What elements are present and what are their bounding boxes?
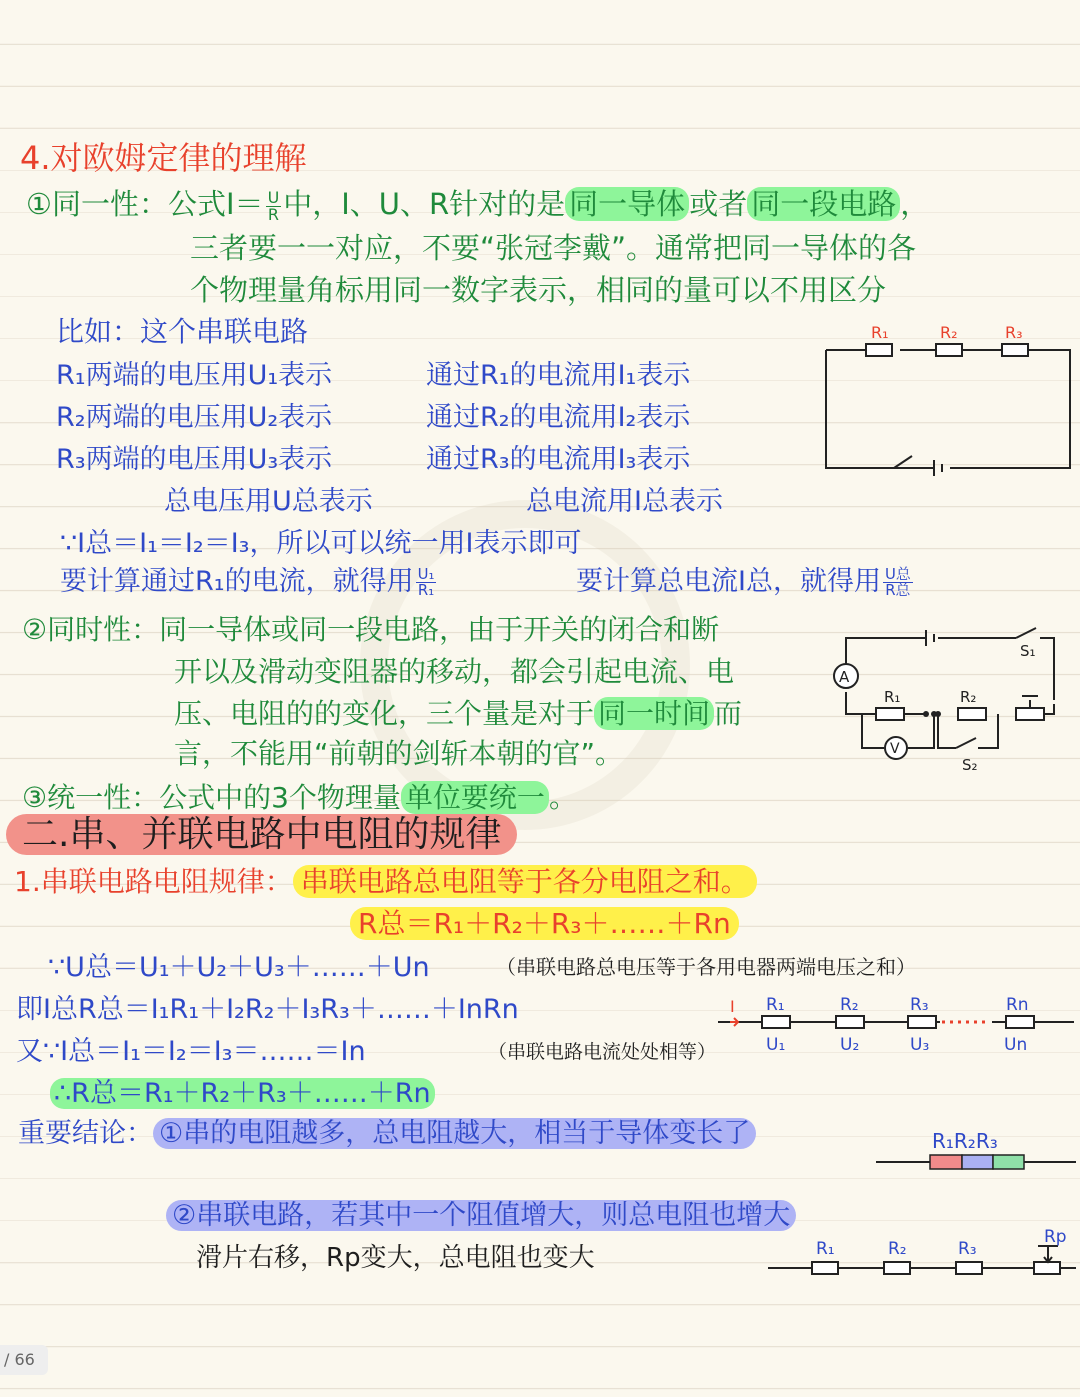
also-line: 又∵I总＝I₁＝I₂＝I₃＝……＝In bbox=[16, 1036, 366, 1067]
label-rn-n: Rn bbox=[1006, 995, 1029, 1015]
resistor-c bbox=[956, 1262, 982, 1274]
calc2-fraction: $\frac{\text{U总}}{\text{R总}}$ bbox=[884, 565, 911, 599]
simultaneity-text-a: 压、电阻的的变化，三个量是对于 bbox=[174, 697, 595, 730]
example-lead: 比如：这个串联电路 bbox=[56, 315, 309, 348]
label-combined: R₁R₂R₃ bbox=[932, 1129, 998, 1153]
example-calc-1 bbox=[60, 566, 438, 598]
uniformity-line-3: 个物理量角标用同一数字表示，相同的量可以不用区分 bbox=[190, 273, 887, 307]
section-title-resistance-rules bbox=[6, 814, 517, 855]
uniformity-text-a: 中，I、U、R针对的是 bbox=[283, 187, 566, 221]
uniformity-text-b: 或者 bbox=[689, 187, 748, 221]
highlight-units: 单位要统一 bbox=[401, 781, 549, 814]
label-r1: R₁ bbox=[871, 323, 889, 342]
example-row-4-right: 总电流用I总表示 bbox=[526, 486, 723, 517]
label-rn-1: R₁ bbox=[766, 995, 785, 1015]
simultaneity-line-3 bbox=[174, 698, 742, 730]
calc2-text: 要计算总电流I总，就得用 bbox=[576, 566, 881, 597]
uniformity-label: ①同一性：公式I＝ bbox=[26, 187, 264, 221]
current-arrow bbox=[730, 1018, 738, 1026]
rule1-label: 1.串联电路电阻规律： bbox=[14, 865, 293, 898]
label-s2: S₂ bbox=[962, 756, 978, 774]
resistor-r2-b bbox=[958, 708, 986, 720]
example-calc-2 bbox=[576, 566, 915, 598]
section-title-text: 二.串、并联电路中电阻的规律 bbox=[6, 814, 517, 855]
label-voltmeter: V bbox=[890, 741, 900, 757]
label-rp: Rp bbox=[1044, 1227, 1067, 1247]
resistor-r3 bbox=[1002, 344, 1028, 356]
label-r3: R₃ bbox=[1005, 323, 1023, 342]
example-row-2-left: R₂两端的电压用U₂表示 bbox=[56, 402, 333, 433]
series-circuit-diagram bbox=[816, 316, 1078, 476]
conclusion-label: 重要结论： bbox=[18, 1118, 153, 1149]
ie-line: 即I总R总＝I₁R₁＋I₂R₂＋I₃R₃＋……＋InRn bbox=[16, 994, 519, 1025]
highlight-same-time: 同一时间 bbox=[594, 697, 714, 730]
switch-s2 bbox=[956, 738, 976, 748]
label-a: R₁ bbox=[816, 1239, 835, 1259]
label-u-1: U₁ bbox=[766, 1035, 786, 1055]
switch bbox=[894, 456, 912, 468]
also-note: （串联电路电流处处相等） bbox=[488, 1041, 717, 1063]
example-row-3-left: R₃两端的电压用U₃表示 bbox=[56, 444, 333, 475]
resistor-r1 bbox=[866, 344, 892, 356]
resistor-a bbox=[812, 1262, 838, 1274]
junction-dots bbox=[923, 711, 941, 717]
label-r2-b: R₂ bbox=[960, 688, 977, 706]
label-ammeter: A bbox=[839, 668, 850, 686]
simultaneity-text-b: 而 bbox=[714, 697, 743, 730]
highlight-same-circuit: 同一段电路 bbox=[747, 187, 900, 221]
combined-conductor-diagram bbox=[874, 1122, 1078, 1176]
since-voltage-note: （串联电路总电压等于各用电器两端电压之和） bbox=[496, 955, 916, 979]
page-indicator: / 66 bbox=[0, 1345, 48, 1375]
calc1-text: 要计算通过R₁的电流，就得用 bbox=[60, 566, 414, 597]
resistor-3 bbox=[908, 1016, 936, 1028]
simultaneity-line-2: 开以及滑动变阻器的移动，都会引起电流、电 bbox=[174, 655, 735, 688]
slider-note: 滑片右移，Rp变大，总电阻也变大 bbox=[196, 1243, 595, 1273]
rheostat-p bbox=[1034, 1262, 1060, 1274]
example-row-4-left: 总电压用U总表示 bbox=[164, 486, 373, 517]
example-row-1-left: R₁两端的电压用U₁表示 bbox=[56, 360, 333, 391]
rule1-line bbox=[14, 866, 757, 898]
example-row-2-right: 通过R₂的电流用I₂表示 bbox=[426, 402, 691, 433]
simultaneity-line-4: 言，不能用“前朝的剑斩本朝的官”。 bbox=[174, 737, 624, 770]
label-c: R₃ bbox=[958, 1239, 977, 1259]
uniformity-line-1 bbox=[26, 188, 929, 222]
uniformity-line-2: 三者要一一对应，不要“张冠李戴”。通常把同一导体的各 bbox=[190, 231, 917, 265]
series-formula bbox=[350, 908, 739, 940]
calc1-fraction: $\frac{\text{U₁}}{\text{R₁}}$ bbox=[417, 565, 435, 599]
conclusion-line-1 bbox=[18, 1118, 756, 1149]
therefore-highlight: ∴R总＝R₁＋R₂＋R₃＋……＋Rn bbox=[50, 1078, 435, 1109]
section-title-ohms-law: 4.对欧姆定律的理解 bbox=[20, 139, 307, 177]
conclusion-2-highlight: ②串联电路，若其中一个阻值增大，则总电阻也增大 bbox=[166, 1200, 796, 1231]
switch-s1 bbox=[1016, 628, 1036, 638]
label-rn-3: R₃ bbox=[910, 995, 929, 1015]
example-since: ∵I总＝I₁＝I₂＝I₃，所以可以统一用I表示即可 bbox=[60, 528, 582, 559]
series-formula-text: R总＝R₁＋R₂＋R₃＋……＋Rn bbox=[350, 907, 739, 940]
battery bbox=[934, 460, 942, 476]
unification-text: ③统一性：公式中的3个物理量 bbox=[22, 781, 401, 814]
simultaneity-line-1: ②同时性：同一导体或同一段电路，由于开关的闭合和断 bbox=[22, 613, 720, 646]
mixed-circuit-diagram bbox=[826, 620, 1066, 776]
resistor-n bbox=[1006, 1016, 1034, 1028]
therefore-line bbox=[50, 1078, 435, 1109]
segment-r1 bbox=[930, 1155, 962, 1169]
label-b: R₂ bbox=[888, 1239, 907, 1259]
label-r2: R₂ bbox=[940, 323, 958, 342]
segment-r3 bbox=[993, 1155, 1024, 1169]
label-u-n: Un bbox=[1004, 1035, 1028, 1055]
resistor-2 bbox=[836, 1016, 864, 1028]
circuit-wire bbox=[826, 350, 1070, 468]
uniformity-text-c: ， bbox=[900, 187, 930, 221]
series-resistors-diagram bbox=[716, 990, 1078, 1056]
example-row-3-right: 通过R₃的电流用I₃表示 bbox=[426, 444, 691, 475]
example-row-1-right: 通过R₁的电流用I₁表示 bbox=[426, 360, 691, 391]
label-current: I bbox=[730, 997, 735, 1016]
conclusion-1-highlight: ①串的电阻越多，总电阻越大，相当于导体变长了 bbox=[153, 1118, 756, 1149]
label-r1-b: R₁ bbox=[884, 688, 901, 706]
slider-arrow bbox=[1022, 696, 1038, 708]
rheostat-slider bbox=[1038, 1246, 1058, 1262]
since-voltage: ∵U总＝U₁＋U₂＋U₃＋……＋Un bbox=[48, 952, 430, 983]
unification-line bbox=[22, 782, 577, 814]
unification-end: 。 bbox=[548, 781, 577, 814]
rheostat bbox=[1016, 708, 1044, 720]
label-s1: S₁ bbox=[1020, 642, 1036, 660]
resistor-b bbox=[884, 1262, 910, 1274]
segment-r2 bbox=[962, 1155, 993, 1169]
highlight-same-conductor: 同一导体 bbox=[565, 187, 689, 221]
label-u-2: U₂ bbox=[840, 1035, 860, 1055]
resistor-1 bbox=[762, 1016, 790, 1028]
label-u-3: U₃ bbox=[910, 1035, 930, 1055]
label-rn-2: R₂ bbox=[840, 995, 859, 1015]
conclusion-line-2 bbox=[166, 1200, 796, 1231]
battery-2 bbox=[926, 630, 934, 646]
formula-fraction: $\frac{U}{R}$ bbox=[267, 187, 280, 224]
resistor-r2 bbox=[936, 344, 962, 356]
resistor-r1-b bbox=[876, 708, 904, 720]
rule1-highlight: 串联电路总电阻等于各分电阻之和。 bbox=[293, 865, 757, 898]
rheostat-series-diagram bbox=[766, 1226, 1078, 1282]
